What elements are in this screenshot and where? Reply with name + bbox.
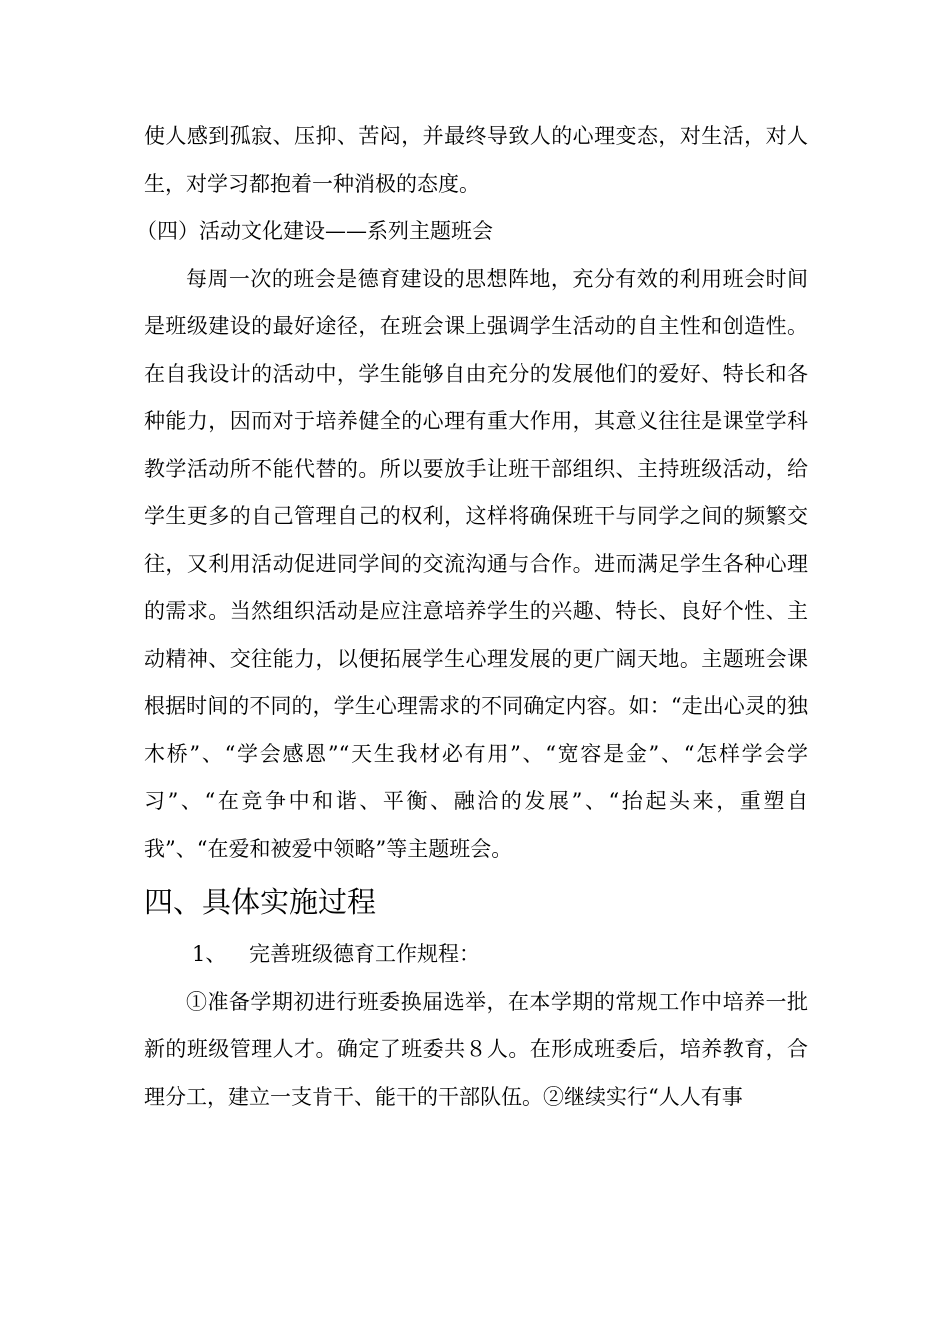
- continuation-paragraph: 使人感到孤寂、压抑、苦闷，并最终导致人的心理变态，对生活，对人生，对学习都抱着一种消极的态度。: [144, 124, 808, 196]
- subheading: （四）活动文化建设——系列主题班会: [136, 219, 493, 243]
- section-heading: 四、具体实施过程: [144, 885, 377, 919]
- step-title: 完善班级德育工作规程：: [249, 942, 480, 966]
- step-paragraph: ①准备学期初进行班委换届选举，在本学期的常规工作中培养一批新的班级管理人才。确定了班委共８人。在形成班委后，培养教育，合理分工，建立一支肯干、能干的干部队伍。②继续实行“人人有事: [144, 989, 808, 1109]
- body-paragraph: 每周一次的班会是德育建设的思想阵地，充分有效的利用班会时间是班级建设的最好途径，在班会课上强调学生活动的自主性和创造性。在自我设计的活动中，学生能够自由充分的发展他们的爱好、特长和各种能力，因而对于培养健全的心理有重大作用，其意义往往是课堂学科教学活动所不能代替的。所以要放手让班干部组织、主持班级活动，给学生更多的自己管理自己的权利，这样将确保班干与同学之间的频繁交往，又利用活动促进同学间的交流沟通与合作。进而满足学生各种心理的需求。当然组织活动是应注意培养学生的兴趣、特长、良好个性、主动精神、交往能力，以便拓展学生心理发展的更广阔天地。主题班会课根据时间的不同的，学生心理需求的不同确定内容。如：“走出心灵的独木桥”、“学会感恩”“天生我材必有用”、“宽容是金”、“怎样学会学习”、“在竞争中和谐、平衡、融洽的发展”、“抬起头来，重塑自我”、“在爱和被爱中领略”等主题班会。: [144, 266, 808, 861]
- step-item: [144, 931, 808, 979]
- document-body: [136, 113, 808, 1121]
- step-number: 1、: [192, 942, 227, 966]
